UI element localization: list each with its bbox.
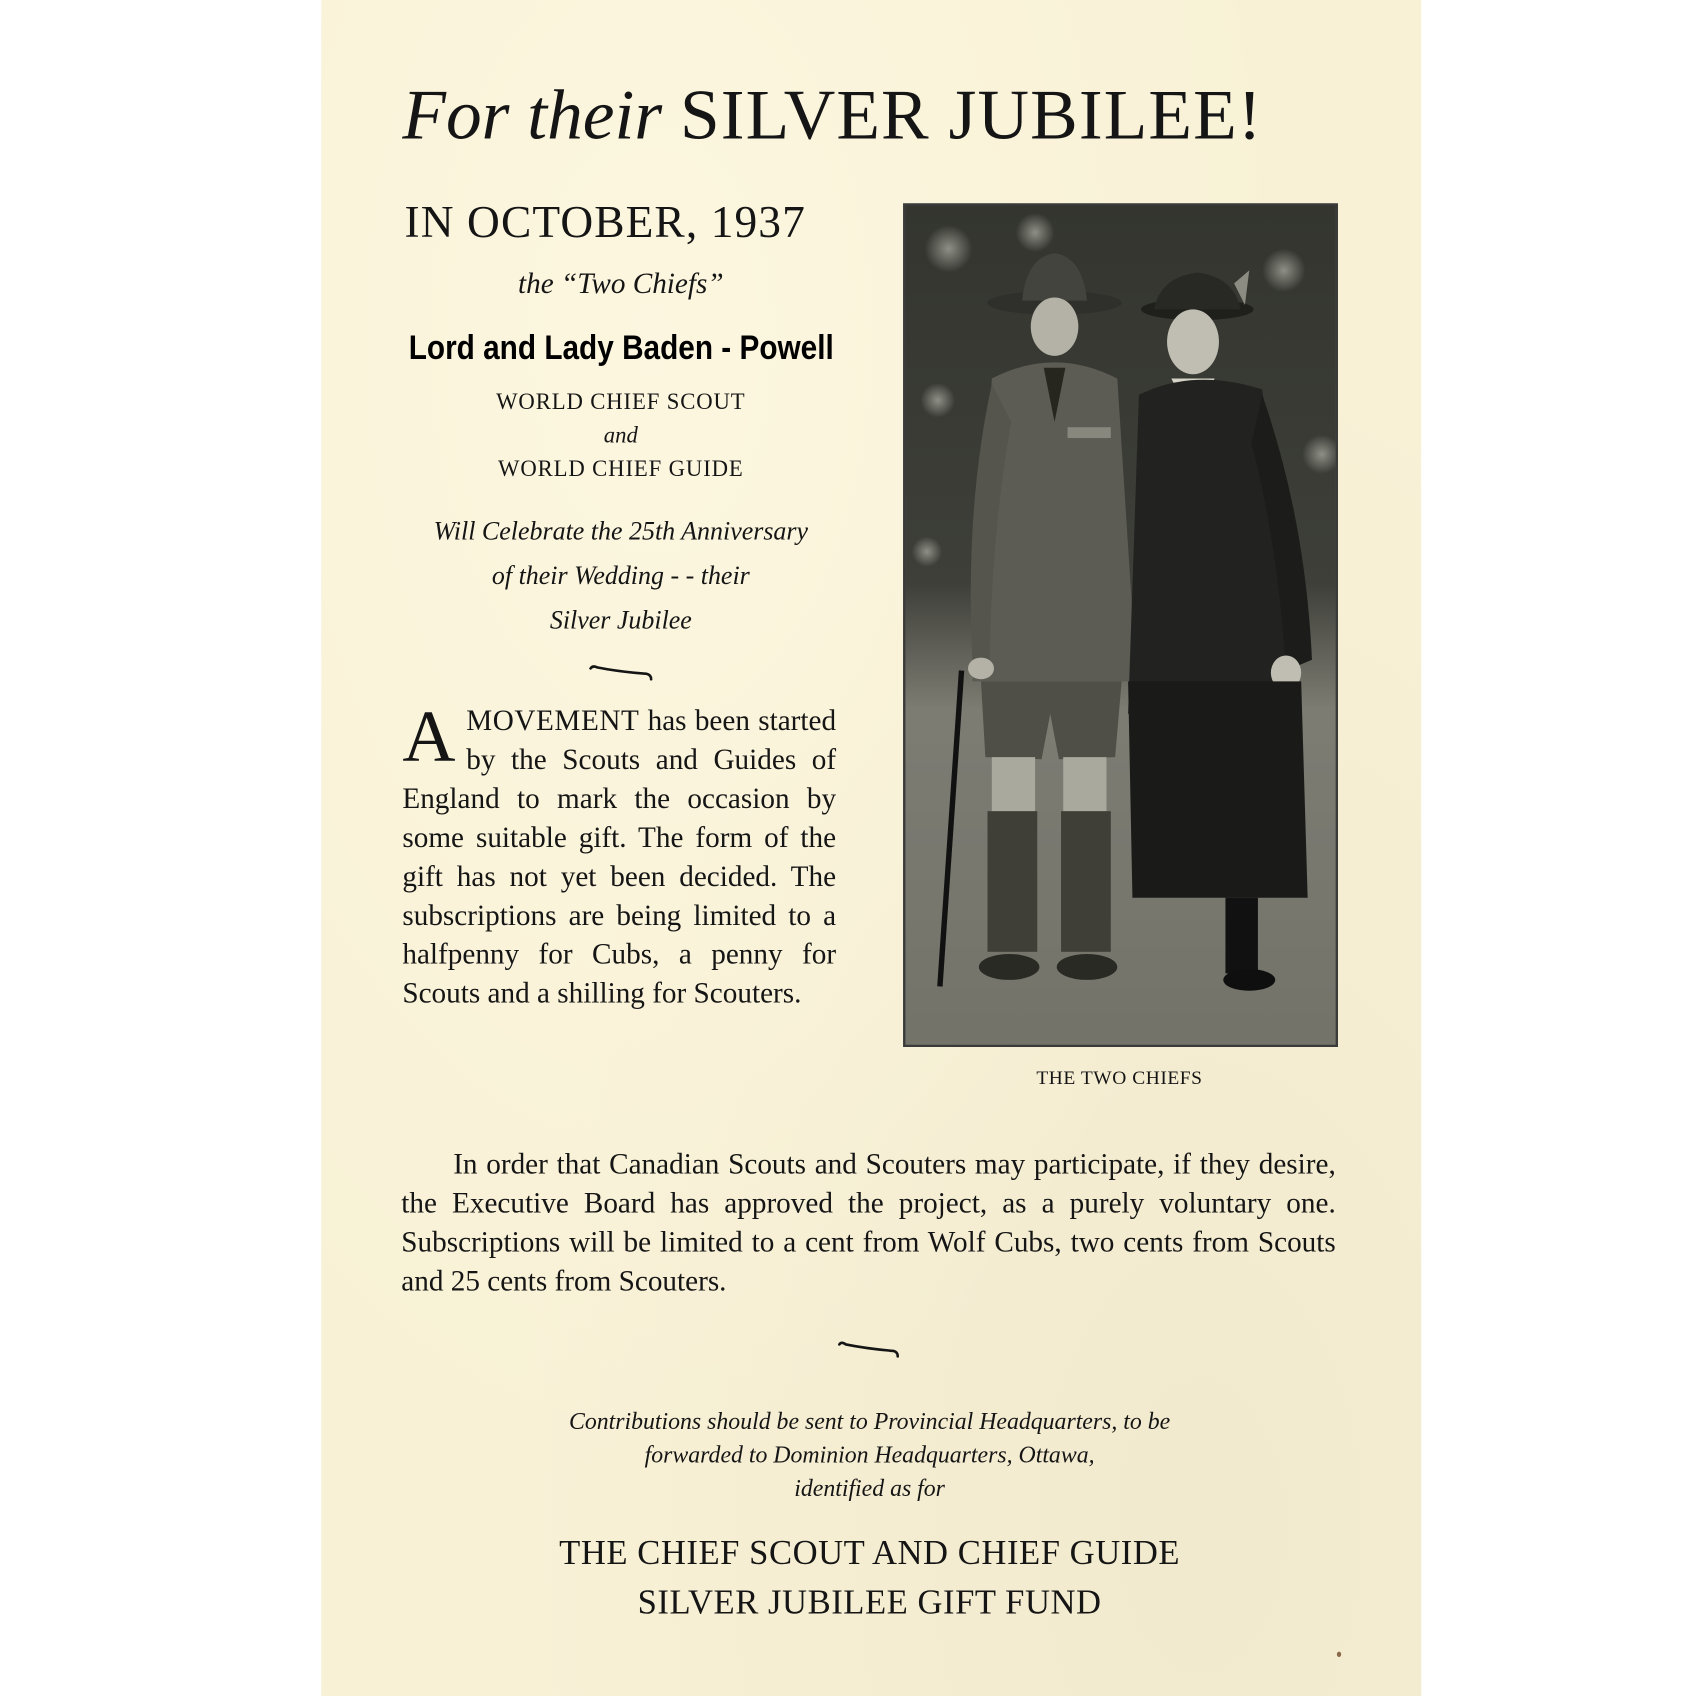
flourish-ornament	[586, 662, 655, 681]
contributions-line: identified as for	[794, 1474, 945, 1502]
contributions-line: Contributions should be sent to Provincial Headquarters, to be	[568, 1407, 1171, 1435]
titles-block	[405, 385, 838, 486]
celebrate-text	[405, 511, 838, 644]
two-chiefs-subtitle: the “Two Chiefs”	[518, 267, 724, 300]
title-and: and	[603, 421, 638, 448]
names-heading: Lord and Lady Baden - Powell	[408, 327, 834, 367]
celebrate-line: of their Wedding - - their	[491, 562, 750, 591]
title-chief-scout: WORLD CHIEF SCOUT	[496, 388, 746, 415]
contributions-line: forwarded to Dominion Headquarters, Ottawa,	[644, 1440, 1095, 1468]
title-chief-guide: WORLD CHIEF GUIDE	[498, 455, 744, 482]
headline-italic: For their	[402, 75, 663, 155]
lead-caps: MOVEMENT	[466, 704, 640, 737]
photo-two-chiefs	[903, 203, 1338, 1047]
flourish-ornament	[835, 1339, 904, 1358]
fund-line: THE CHIEF SCOUT AND CHIEF GUIDE	[559, 1532, 1181, 1572]
photo-image	[905, 206, 1335, 1045]
paper-speck	[1337, 1652, 1341, 1657]
date-line: IN OCTOBER, 1937	[404, 197, 806, 248]
fund-line: SILVER JUBILEE GIFT FUND	[637, 1582, 1102, 1622]
canadian-paragraph: In order that Canadian Scouts and Scouters may participate, if they desire, the Executive Board has approved the project, as a purely voluntary one. Subscriptions will be limited to a cent from Wolf Cubs, two cents from Scouts and 25 cents from Scouters.	[401, 1147, 1336, 1297]
drop-cap: A	[402, 694, 456, 777]
movement-text: has been started by the Scouts and Guides of England to mark the occasion by some suitable gift. The form of the gift has not yet been decided. The subscriptions are being limited to a halfpenny for Cubs, a penny for Scouts and a shilling for Scouters.	[402, 704, 837, 1010]
celebrate-line: Silver Jubilee	[549, 606, 692, 635]
celebrate-line: Will Celebrate the 25th Anniversary	[433, 518, 809, 547]
headline	[402, 67, 1354, 164]
photo-caption: THE TWO CHIEFS	[1036, 1066, 1203, 1089]
contributions-note	[402, 1404, 1337, 1505]
headline-caps: SILVER JUBILEE!	[679, 75, 1263, 155]
fund-name	[402, 1527, 1337, 1627]
movement-paragraph	[402, 694, 837, 1013]
